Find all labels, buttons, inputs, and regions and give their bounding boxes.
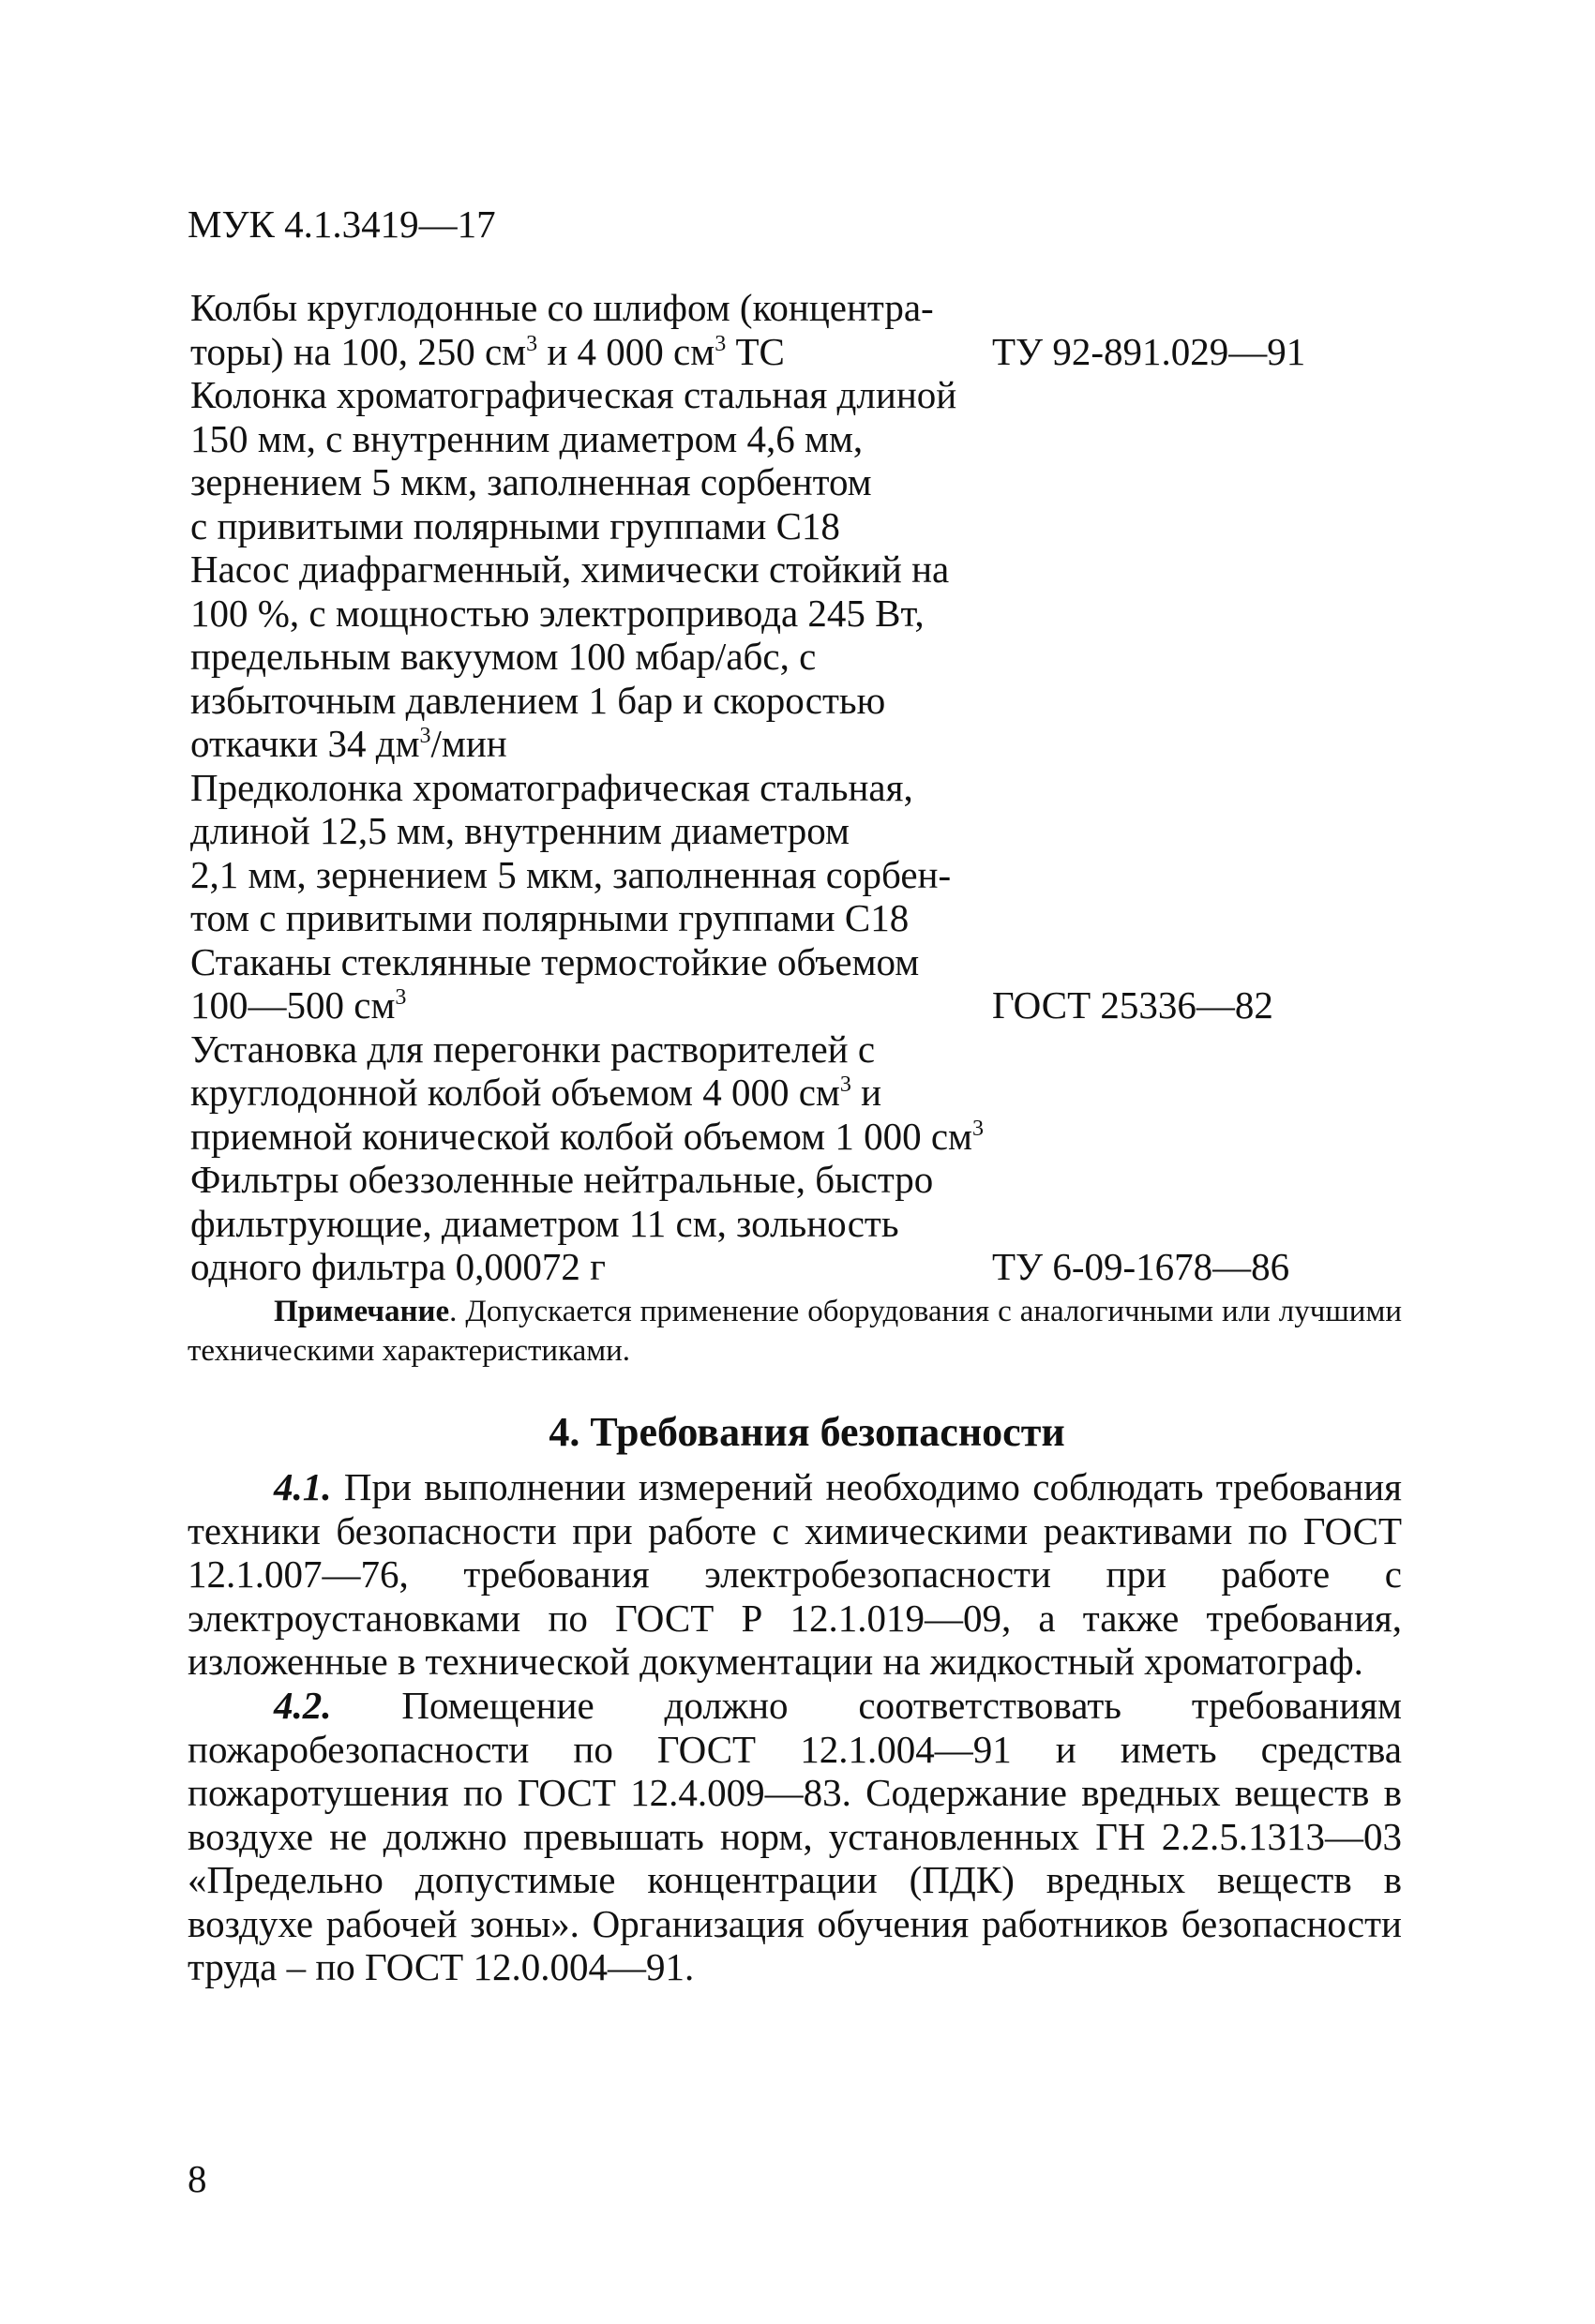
equipment-line bbox=[190, 1027, 1409, 1072]
equipment-text: приемной конической колбой объемом 1 000 см bbox=[190, 1114, 972, 1158]
equipment-line bbox=[190, 853, 1409, 897]
note bbox=[188, 1292, 1402, 1371]
equipment-line bbox=[190, 940, 1409, 984]
equipment-line bbox=[190, 722, 1409, 766]
paragraph-number: 4.2. bbox=[274, 1684, 332, 1727]
equipment-spec: ТУ 6-09-1678—86 bbox=[992, 1245, 1290, 1288]
equipment-text: круглодонной колбой объемом 4 000 см bbox=[190, 1071, 840, 1114]
note-text: . Допускается применение оборудования с аналогичными или лучшими техническими характеристиками. bbox=[188, 1295, 1402, 1368]
equipment-text: зернением 5 мкм, заполненная сорбентом bbox=[190, 460, 872, 503]
equipment-text: 100 %, с мощностью электропривода 245 Вт, bbox=[190, 591, 925, 635]
equipment-line bbox=[190, 679, 1409, 723]
equipment-line bbox=[190, 417, 1409, 461]
equipment-text: и bbox=[850, 1071, 882, 1114]
superscript: 3 bbox=[972, 1116, 984, 1141]
equipment-text: торы) на 100, 250 см bbox=[190, 329, 527, 373]
equipment-item bbox=[190, 547, 1409, 766]
equipment-text: с привитыми полярными группами С18 bbox=[190, 503, 840, 547]
equipment-text: Фильтры обеззоленные нейтральные, быстро bbox=[190, 1158, 934, 1201]
paragraph-number: 4.1. bbox=[274, 1465, 332, 1508]
equipment-text: Установка для перегонки растворителей с bbox=[190, 1027, 876, 1071]
equipment-text: Колонка хроматографическая стальная длиной bbox=[190, 373, 957, 416]
equipment-line bbox=[190, 373, 1409, 417]
equipment-line bbox=[190, 504, 1409, 548]
equipment-line bbox=[190, 635, 1409, 679]
paragraph-4-2 bbox=[188, 1684, 1402, 1989]
equipment-line bbox=[190, 547, 1409, 592]
page-number: 8 bbox=[188, 2157, 207, 2200]
equipment-spec: ТУ 92-891.029—91 bbox=[992, 329, 1306, 373]
superscript: 3 bbox=[419, 724, 431, 748]
section-title: 4. Требования безопасности bbox=[549, 1409, 1065, 1455]
equipment-line bbox=[190, 460, 1409, 504]
equipment-text: Колбы круглодонные со шлифом (концентра- bbox=[190, 286, 934, 329]
equipment-text: 2,1 мм, зернением 5 мкм, заполненная сорбен- bbox=[190, 852, 952, 896]
note-label: Примечание bbox=[274, 1295, 450, 1328]
superscript: 3 bbox=[715, 331, 727, 356]
equipment-text: 150 мм, с внутренним диаметром 4,6 мм, bbox=[190, 416, 864, 460]
superscript: 3 bbox=[526, 331, 538, 356]
equipment-line bbox=[190, 592, 1409, 636]
equipment-text: ТС bbox=[726, 329, 785, 373]
paragraph-4-1 bbox=[188, 1465, 1402, 1684]
equipment-line bbox=[190, 896, 1409, 940]
equipment-line bbox=[190, 809, 1409, 853]
paragraph-text: Помещение должно соответствовать требованиям пожаробезопасности по ГОСТ 12.1.004—91 и иметь средства пожаротушения по ГОСТ 12.4.009—83. Содержание вредных веществ в воздухе не должно превышать норм, установленных ГН 2.2.5.1313—03 «Предельно допустимые концентрации (ПДК) вредных веществ в воздухе рабочей зоны». Организация обучения работников безопасности труда – по ГОСТ 12.0.004—91. bbox=[188, 1684, 1402, 1988]
equipment-text: 100—500 см bbox=[190, 983, 396, 1027]
equipment-line bbox=[190, 286, 1409, 330]
equipment-text: и 4 000 см bbox=[537, 329, 715, 373]
equipment-item bbox=[190, 373, 1409, 547]
equipment-item bbox=[190, 1027, 1409, 1159]
equipment-text: Предколонка хроматографическая стальная, bbox=[190, 765, 913, 809]
document-code: МУК 4.1.3419—17 bbox=[188, 202, 496, 246]
equipment-item bbox=[190, 286, 1409, 373]
equipment-item bbox=[190, 1158, 1409, 1289]
equipment-text: откачки 34 дм bbox=[190, 722, 420, 765]
equipment-text: одного фильтра 0,00072 г bbox=[190, 1245, 606, 1288]
equipment-item bbox=[190, 940, 1409, 1027]
equipment-spec: ГОСТ 25336—82 bbox=[992, 983, 1273, 1027]
equipment-text: том с привитыми полярными группами С18 bbox=[190, 896, 910, 939]
equipment-line bbox=[190, 1158, 1409, 1202]
equipment-text: Насос диафрагменный, химически стойкий на bbox=[190, 547, 950, 591]
equipment-text: фильтрующие, диаметром 11 см, зольность bbox=[190, 1201, 899, 1245]
equipment-text: избыточным давлением 1 бар и скоростью bbox=[190, 678, 886, 722]
equipment-line bbox=[190, 1115, 1409, 1159]
superscript: 3 bbox=[395, 985, 407, 1010]
equipment-text: длиной 12,5 мм, внутренним диаметром bbox=[190, 809, 850, 852]
equipment-text: /мин bbox=[430, 722, 507, 765]
paragraph-text: При выполнении измерений необходимо соблюдать требования техники безопасности при работе с химическими реактивами по ГОСТ 12.1.007—76, требования электробезопасности при работе с электроустановками по ГОСТ Р 12.1.019—09, а также требования, изложенные в технической документации на жидкостный хроматограф. bbox=[188, 1465, 1402, 1683]
equipment-item bbox=[190, 766, 1409, 940]
equipment-line bbox=[190, 1202, 1409, 1246]
equipment-text: Стаканы стеклянные термостойкие объемом bbox=[190, 939, 920, 983]
equipment-text: предельным вакуумом 100 мбар/абс, с bbox=[190, 635, 817, 678]
equipment-list bbox=[190, 286, 1409, 1289]
equipment-line bbox=[190, 1071, 1409, 1115]
superscript: 3 bbox=[839, 1072, 851, 1097]
equipment-line bbox=[190, 766, 1409, 810]
